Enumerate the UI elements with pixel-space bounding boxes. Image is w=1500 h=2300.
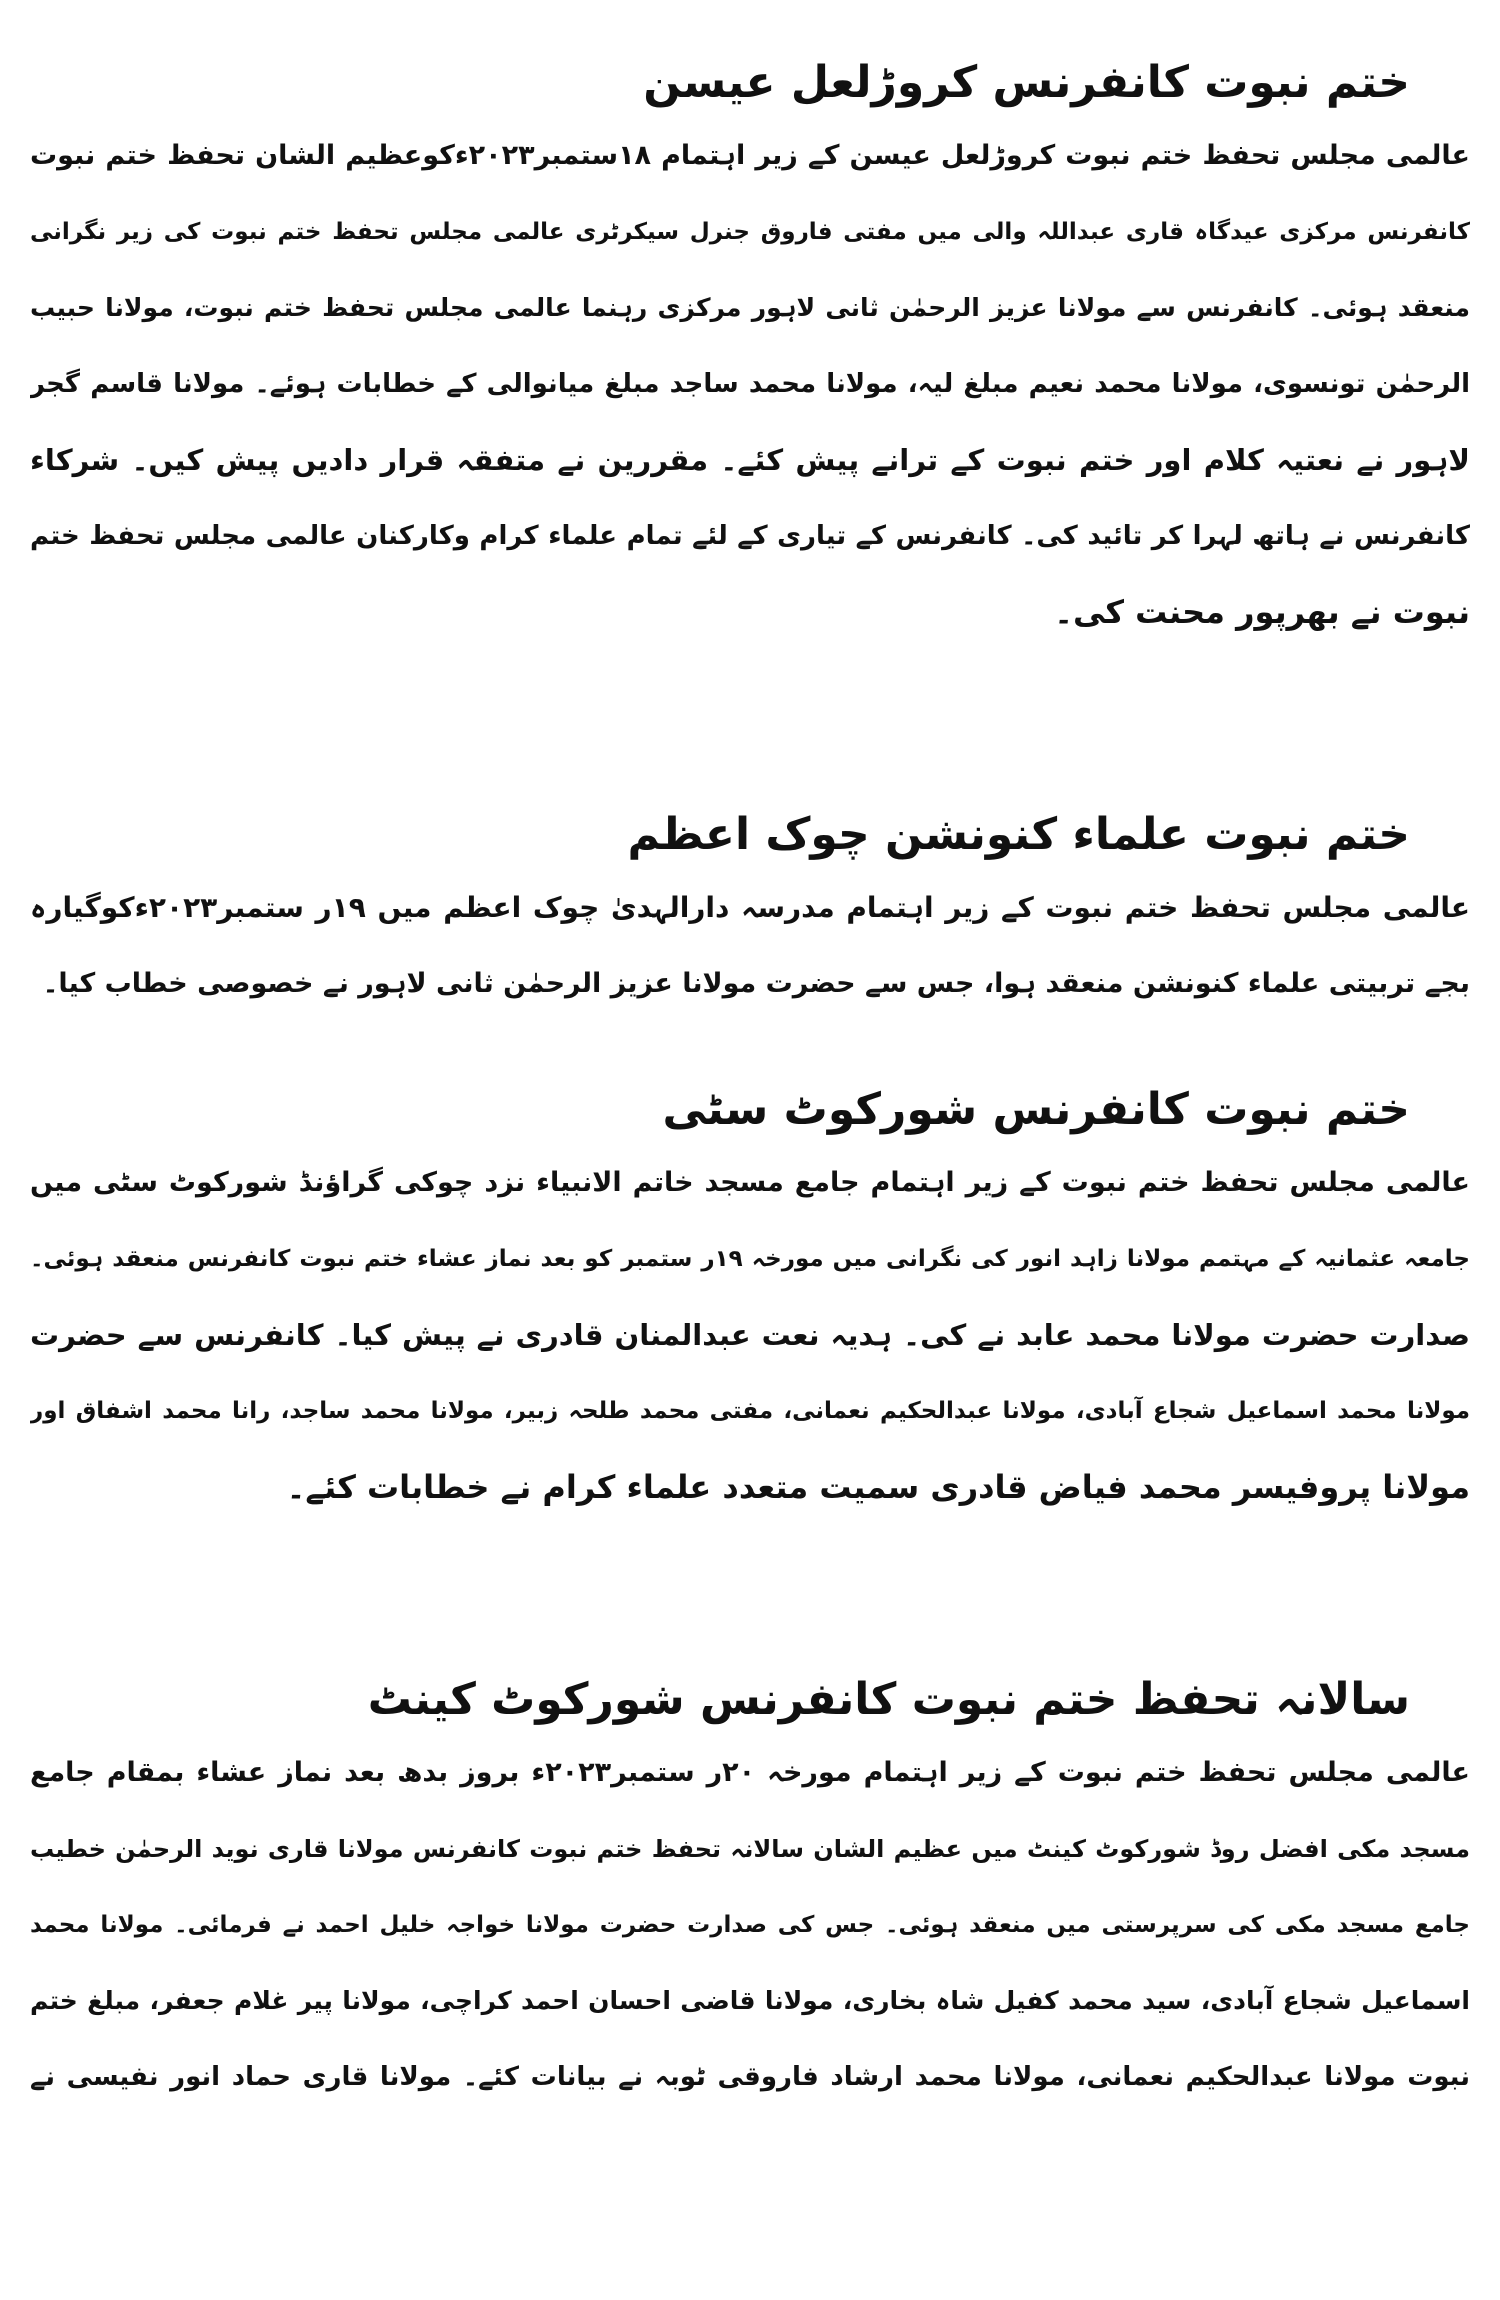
- section-body: [30, 1735, 1470, 2115]
- article-section-kot-lal-esan: [30, 48, 1470, 650]
- text-line: نبوت نے بھرپور محنت کی۔: [1054, 593, 1470, 631]
- text-line: لاہور نے نعتیہ کلام اور ختم نبوت کے ترانے پیش کئے۔ مقررین نے متفقہ قرار دادیں پیش کیں۔ شرکاء: [30, 443, 1470, 477]
- section-heading: سالانہ تحفظ ختم نبوت کانفرنس شورکوٹ کینٹ: [367, 1674, 1410, 1725]
- text-line: جامع مسجد مکی کی سرپرستی میں منعقد ہوئی۔ جس کی صدارت حضرت مولانا خواجہ خلیل احمد نے فرمائی۔ مولانا محمد: [30, 1912, 1470, 1938]
- text-line: نبوت مولانا عبدالحکیم نعمانی، مولانا محمد ارشاد فاروقی ٹوبہ نے بیانات کئے۔ مولانا قاری حماد انور نفیسی نے: [30, 2062, 1470, 2092]
- section-body: [30, 870, 1470, 1022]
- article-section-shorkot-cantt: [30, 1665, 1470, 2115]
- section-body: [30, 118, 1470, 650]
- section-body: [30, 1145, 1470, 1525]
- text-line: مسجد مکی افضل روڈ شورکوٹ کینٹ میں عظیم الشان سالانہ تحفظ ختم نبوت کانفرنس مولانا قاری نوید الرحمٰن خطیب: [30, 1835, 1470, 1863]
- text-line: اسماعیل شجاع آبادی، سید محمد کفیل شاہ بخاری، مولانا قاضی احسان احمد کراچی، مولانا پیر غلام جعفر، مبلغ ختم: [30, 1986, 1470, 2015]
- text-line: الرحمٰن تونسوی، مولانا محمد نعیم مبلغ لیہ، مولانا محمد ساجد مبلغ میانوالی کے خطابات ہوئے۔ مولانا قاسم گجر: [30, 369, 1470, 399]
- text-line: کانفرنس مرکزی عیدگاہ قاری عبداللہ والی میں مفتی فاروق جنرل سیکرٹری عالمی مجلس تحفظ ختم نبوت کی زیر نگرانی: [30, 219, 1470, 245]
- section-heading: ختم نبوت علماء کنونشن چوک اعظم: [627, 809, 1410, 860]
- text-line: مولانا پروفیسر محمد فیاض قادری سمیت متعدد علماء کرام نے خطابات کئے۔: [286, 1468, 1470, 1506]
- text-line: کانفرنس نے ہاتھ لہرا کر تائید کی۔ کانفرنس کے تیاری کے لئے تمام علماء کرام وکارکنان عالمی مجلس تحفظ ختم: [30, 521, 1470, 551]
- text-line: عالمی مجلس تحفظ ختم نبوت کروڑلعل عیسن کے زیر اہتمام ۱۸ستمبر۲۰۲۳ءکوعظیم الشان تحفظ ختم نبوت: [30, 140, 1470, 171]
- article-section-shorkot-city: [30, 1075, 1470, 1525]
- text-line: عالمی مجلس تحفظ ختم نبوت کے زیر اہتمام جامع مسجد خاتم الانبیاء نزد چوکی گراؤنڈ شورکوٹ سٹی میں: [30, 1167, 1470, 1198]
- text-line: بجے تربیتی علماء کنونشن منعقد ہوا، جس سے حضرت مولانا عزیز الرحمٰن ثانی لاہور نے خصوصی خطاب کیا۔: [42, 968, 1470, 999]
- article-section-chowk-azam: [30, 800, 1470, 1022]
- text-line: صدارت حضرت مولانا محمد عابد نے کی۔ ہدیہ نعت عبدالمنان قادری نے پیش کیا۔ کانفرنس سے حضرت: [30, 1318, 1470, 1352]
- text-line: مولانا محمد اسماعیل شجاع آبادی، مولانا عبدالحکیم نعمانی، مفتی محمد طلحہ زبیر، مولانا محمد ساجد، رانا محمد اشفاق اور: [30, 1398, 1470, 1424]
- section-heading: ختم نبوت کانفرنس کروڑلعل عیسن: [643, 57, 1410, 108]
- section-heading: ختم نبوت کانفرنس شورکوٹ سٹی: [662, 1084, 1410, 1135]
- text-line: عالمی مجلس تحفظ ختم نبوت کے زیر اہتمام مورخہ ۲۰ر ستمبر۲۰۲۳ء بروز بدھ بعد نماز عشاء بمقام جامع: [30, 1757, 1470, 1788]
- text-line: جامعہ عثمانیہ کے مہتمم مولانا زاہد انور کی نگرانی میں مورخہ ۱۹ر ستمبر کو بعد نماز عشاء ختم نبوت کانفرنس منعقد ہوئی۔: [30, 1246, 1470, 1272]
- text-line: منعقد ہوئی۔ کانفرنس سے مولانا عزیز الرحمٰن ثانی لاہور مرکزی رہنما عالمی مجلس تحفظ ختم نبوت، مولانا حبیب: [30, 293, 1470, 322]
- text-line: عالمی مجلس تحفظ ختم نبوت کے زیر اہتمام مدرسہ دارالہدیٰ چوک اعظم میں ۱۹ر ستمبر۲۰۲۳ءکوگیارہ: [30, 891, 1470, 924]
